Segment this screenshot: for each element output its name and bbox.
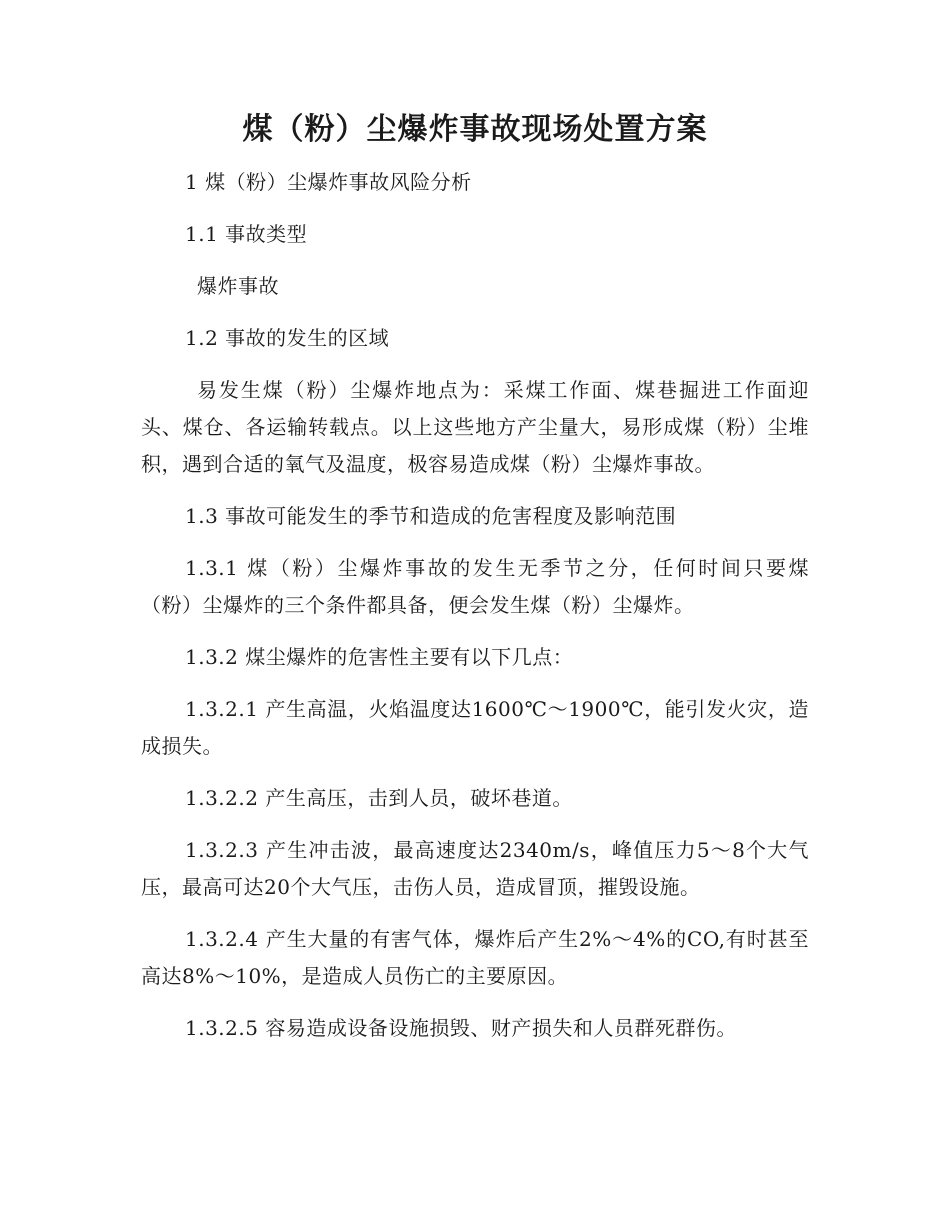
accident-type-text: 爆炸事故 — [197, 274, 279, 298]
paragraph-1-3-2-1: 1.3.2.1 产生高温，火焰温度达1600℃～1900℃，能引发火灾，造成损失。 — [141, 697, 809, 758]
paragraph-1-3-2-2: 1.3.2.2 产生高压，击到人员，破坏巷道。 — [185, 786, 573, 810]
section-heading-1-1: 1.1 事故类型 — [185, 222, 308, 246]
paragraph-1-3-2-5: 1.3.2.5 容易造成设备设施损毁、财产损失和人员群死群伤。 — [185, 1016, 737, 1040]
section-heading-1: 1 煤（粉）尘爆炸事故风险分析 — [185, 170, 472, 194]
section-heading-1-2: 1.2 事故的发生的区域 — [185, 326, 390, 350]
document-body — [141, 164, 809, 1062]
paragraph-1-3-2: 1.3.2 煤尘爆炸的危害性主要有以下几点： — [185, 645, 574, 669]
document-title: 煤（粉）尘爆炸事故现场处置方案 — [242, 112, 708, 147]
section-heading-1-3: 1.3 事故可能发生的季节和造成的危害程度及影响范围 — [185, 504, 677, 528]
accident-area-paragraph: 易发生煤（粉）尘爆炸地点为：采煤工作面、煤巷掘进工作面迎头、煤仓、各运输转载点。以上这些地方产尘量大，易形成煤（粉）尘堆积，遇到合适的氧气及温度，极容易造成煤（粉）尘爆炸事故。 — [141, 378, 809, 476]
paragraph-1-3-2-4: 1.3.2.4 产生大量的有害气体，爆炸后产生2%～4%的CO,有时甚至高达8%～10%，是造成人员伤亡的主要原因。 — [141, 927, 809, 988]
paragraph-1-3-1: 1.3.1 煤（粉）尘爆炸事故的发生无季节之分，任何时间只要煤（粉）尘爆炸的三个条件都具备，便会发生煤（粉）尘爆炸。 — [141, 556, 809, 617]
paragraph-1-3-2-3: 1.3.2.3 产生冲击波，最高速度达2340m/s，峰值压力5～8个大气压，最高可达20个大气压，击伤人员，造成冒顶，摧毁设施。 — [141, 838, 809, 899]
